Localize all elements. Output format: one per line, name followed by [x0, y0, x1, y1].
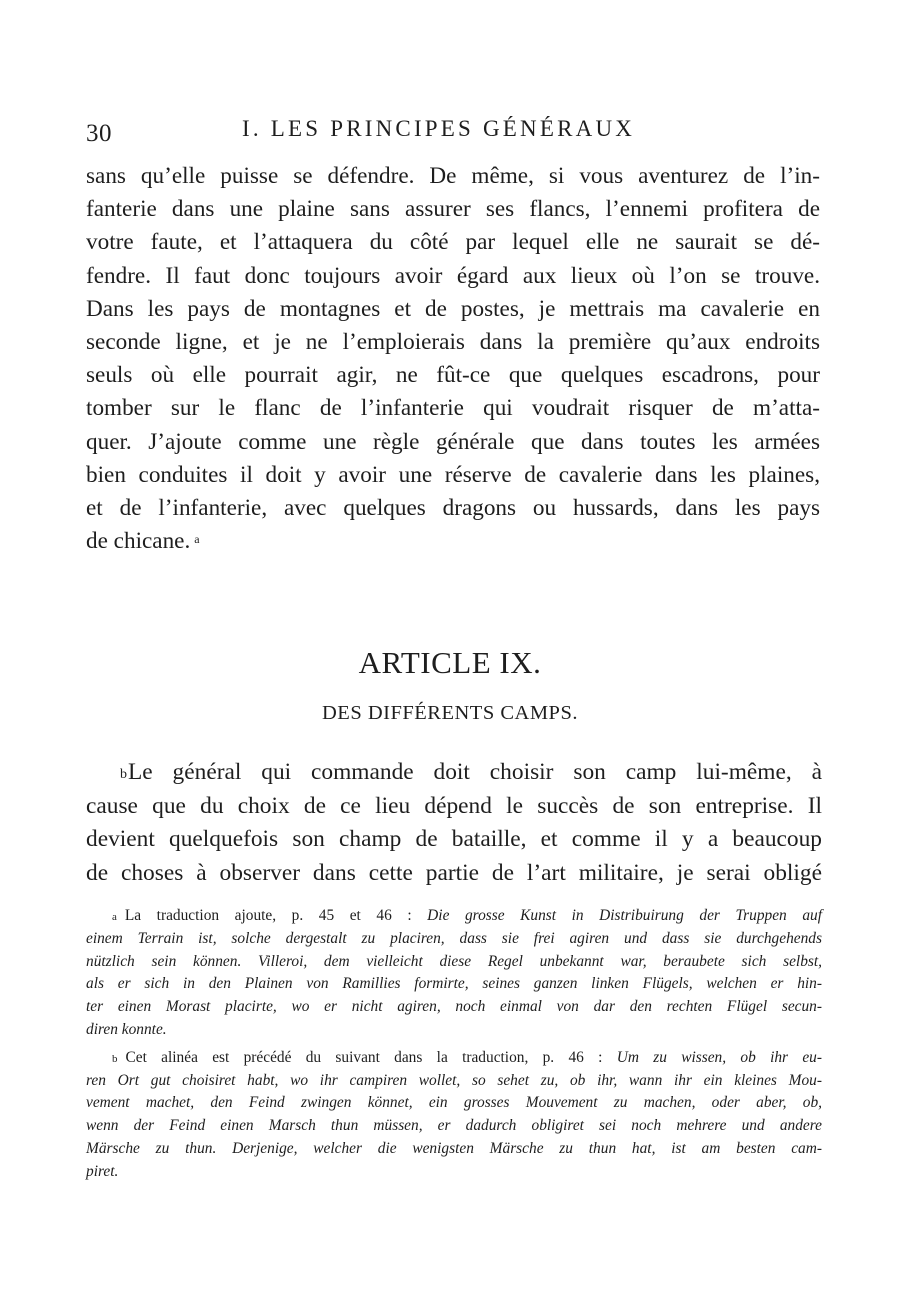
body-line-last: [86, 525, 820, 558]
footnote-mark: a: [112, 911, 117, 923]
article-line: devient quelquefois son champ de bataille, et comme il y a beaucoup: [86, 826, 822, 853]
body-line: votre faute, et l’attaquera du côté par lequel elle ne saurait se dé-: [86, 229, 820, 256]
footnote-quote: Um zu wissen, ob ihr eu-: [616, 1048, 822, 1066]
body-line: quer. J’ajoute comme une règle générale que dans toutes les armées: [86, 428, 820, 455]
footnote-line: als er sich in den Plainen von Ramillies formirte, seines ganzen linken Flügels, welchen er hin-: [86, 975, 822, 993]
footnote-intro: La traduction ajoute, p. 45 et 46 :: [124, 907, 412, 924]
body-paragraph: [86, 160, 820, 558]
body-line: seconde ligne, et je ne l’emploierais dans la première qu’aux endroits: [86, 328, 820, 355]
article-line: de choses à observer dans cette partie de l’art militaire, je serai obligé: [86, 859, 822, 886]
footnote-ref-a[interactable]: a: [194, 532, 200, 547]
body-line: bien conduites il doit y avoir une réserve de cavalerie dans les plaines,: [86, 461, 820, 488]
article-paragraph: [86, 756, 822, 890]
footnote-line: einem Terrain ist, solche dergestalt zu placiren, dass sie frei agiren und dass sie durchgehends: [86, 929, 822, 947]
footnote-mark: b: [112, 1052, 118, 1065]
page-number: 30: [86, 120, 112, 147]
footnote-line: piret.: [86, 1162, 119, 1180]
body-line: fanterie dans une plaine sans assurer ses flancs, l’ennemi profitera de: [86, 196, 820, 223]
footnote-ref-b[interactable]: b: [120, 767, 127, 782]
footnote-line: Märsche zu thun. Derjenige, welcher die wenigsten Märsche zu thun hat, ist am besten cam-: [86, 1139, 822, 1157]
running-title: I. LES PRINCIPES GÉNÉRAUX: [242, 116, 636, 141]
footnote-a: [86, 905, 822, 1042]
body-line: sans qu’elle puisse se défendre. De même, si vous aventurez de l’in-: [86, 163, 820, 189]
body-line: et de l’infanterie, avec quelques dragons ou hussards, dans les pays: [86, 494, 820, 521]
article-title: ARTICLE IX.: [358, 645, 542, 680]
body-line: Dans les pays de montagnes et de postes, je mettrais ma cavalerie en: [86, 295, 820, 322]
footnote-line: vement machet, den Feind zwingen könnet, ein grosses Mouvement zu machen, oder aber, ob,: [86, 1094, 822, 1112]
article-subtitle: DES DIFFÉRENTS CAMPS.: [322, 702, 578, 724]
body-line: fendre. Il faut donc toujours avoir égard aux lieux où l’on se trouve.: [86, 262, 820, 289]
footnote-b: [86, 1047, 822, 1184]
body-line: seuls où elle pourrait agir, ne fût-ce que quelques escadrons, pour: [86, 362, 820, 389]
footnote-line: ter einen Morast placirte, wo er nicht agiren, noch einmal von dar den rechten Flügel secun-: [86, 998, 822, 1016]
article-line-text: Le général qui commande doit choisir son camp lui-même, à: [128, 759, 822, 785]
article-line-first: [86, 756, 822, 790]
footnote-quote: Die grosse Kunst in Distribuirung der Truppen auf: [427, 907, 822, 924]
footnote-line-first: [86, 905, 822, 928]
body-line-last-text: de chicane.: [86, 528, 191, 555]
footnote-line: ren Ort gut choisiret habt, wo ihr campiren wollet, so sehet zu, ob ihr, wann ihr ein kleines Mou-: [86, 1071, 822, 1089]
article-line: cause que du choix de ce lieu dépend le succès de son entreprise. Il: [86, 792, 822, 819]
footnote-line: nützlich sein können. Villeroi, dem vielleicht diese Regel unbekannt war, beraubete sich selbst,: [86, 952, 822, 970]
footnote-line-first: [86, 1047, 822, 1070]
footnotes: [86, 905, 822, 1189]
body-line: tomber sur le flanc de l’infanterie qui voudrait risquer de m’atta-: [86, 395, 820, 422]
footnote-intro: Cet alinéa est précédé du suivant dans la traduction, p. 46 :: [125, 1048, 603, 1066]
running-head: [86, 116, 822, 146]
footnote-line: wenn der Feind einen Marsch thun müssen, er dadurch obligiret sei noch mehrere und andere: [86, 1117, 822, 1135]
footnote-line: diren konnte.: [86, 1020, 167, 1038]
